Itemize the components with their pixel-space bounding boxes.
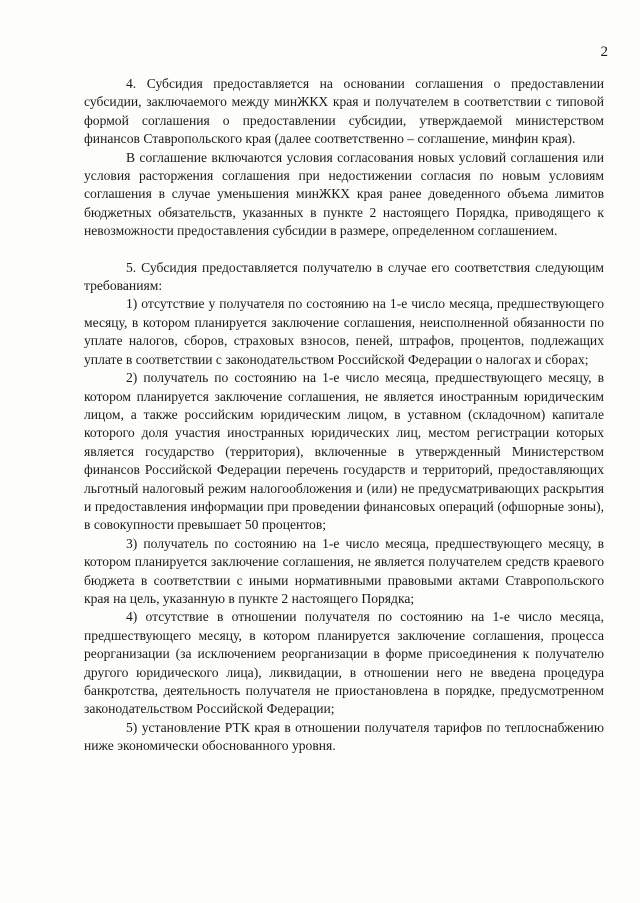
requirement-1: 1) отсутствие у получателя по состоянию на 1-е число месяца, предшествующего месяцу, в котором планируется заключение соглашения, неисполненной обязанности по уплате налогов, сборов, страховых взносов, пеней, штрафов, процентов, подлежащих уплате в соответствии с законодательством Российской Федерации о налогах и сборах; xyxy=(84,296,604,367)
paragraph-4: 4. Субсидия предоставляется на основании соглашения о предоставлении субсидии, заключаемого между минЖКХ края и получателем в соответствии с типовой формой соглашения о предоставлении субсидии, утверждаемой министерством финансов Ставропольского края (далее соответственно – соглашение, минфин края). xyxy=(84,76,604,147)
page-number: 2 xyxy=(600,44,608,60)
requirement-3: 3) получатель по состоянию на 1-е число месяца, предшествующего месяцу, в котором планируется заключение соглашения, не является получателем средств краевого бюджета в соответствии с иными нормативными правовыми актами Ставропольского края на цель, указанную в пункте 2 настоящего Порядка; xyxy=(84,535,604,606)
paragraph-agreement-conditions: В соглашение включаются условия согласования новых условий соглашения или условия расторжения соглашения при недостижении согласия по новым условиям соглашения в случае уменьшения минЖКХ края ранее доведенного объема лимитов бюджетных обязательств, указанных в пункте 2 настоящего Порядка, приводящего к невозможности предоставления субсидии в размере, определенном соглашением. xyxy=(84,149,604,239)
requirement-4: 4) отсутствие в отношении получателя по состоянию на 1-е число месяца, предшествующего месяцу, в котором планируется заключение соглашения, процесса реорганизации (за исключением реорганизации в форме присоединения к получателю другого юридического лица), ликвидации, в отношении него не введена процедура банкротства, деятельность получателя не приостановлена в порядке, предусмотренном законодательством Российской Федерации; xyxy=(84,609,604,717)
requirement-2: 2) получатель по состоянию на 1-е число месяца, предшествующего месяцу, в котором планируется заключение соглашения, не является иностранным юридическим лицом, а также российским юридическим лицом, в уставном (складочном) капитале которого доля участия иностранных юридических лиц, местом регистрации которых является государство (территория), включенные в утвержденный Министерством финансов Российской Федерации перечень государств и территорий, предоставляющих льготный налоговый режим налогообложения и (или) не предусматривающих раскрытия и предоставления информации при проведении финансовых операций (офшорные зоны), в совокупности превышает 50 процентов; xyxy=(84,370,604,533)
paragraph-gap xyxy=(84,241,604,259)
requirement-5: 5) установление РТК края в отношении получателя тарифов по теплоснабжению ниже экономически обоснованного уровня. xyxy=(84,719,604,754)
document-body xyxy=(84,75,604,756)
paragraph-5: 5. Субсидия предоставляется получателю в случае его соответствия следующим требованиям: xyxy=(84,259,604,294)
